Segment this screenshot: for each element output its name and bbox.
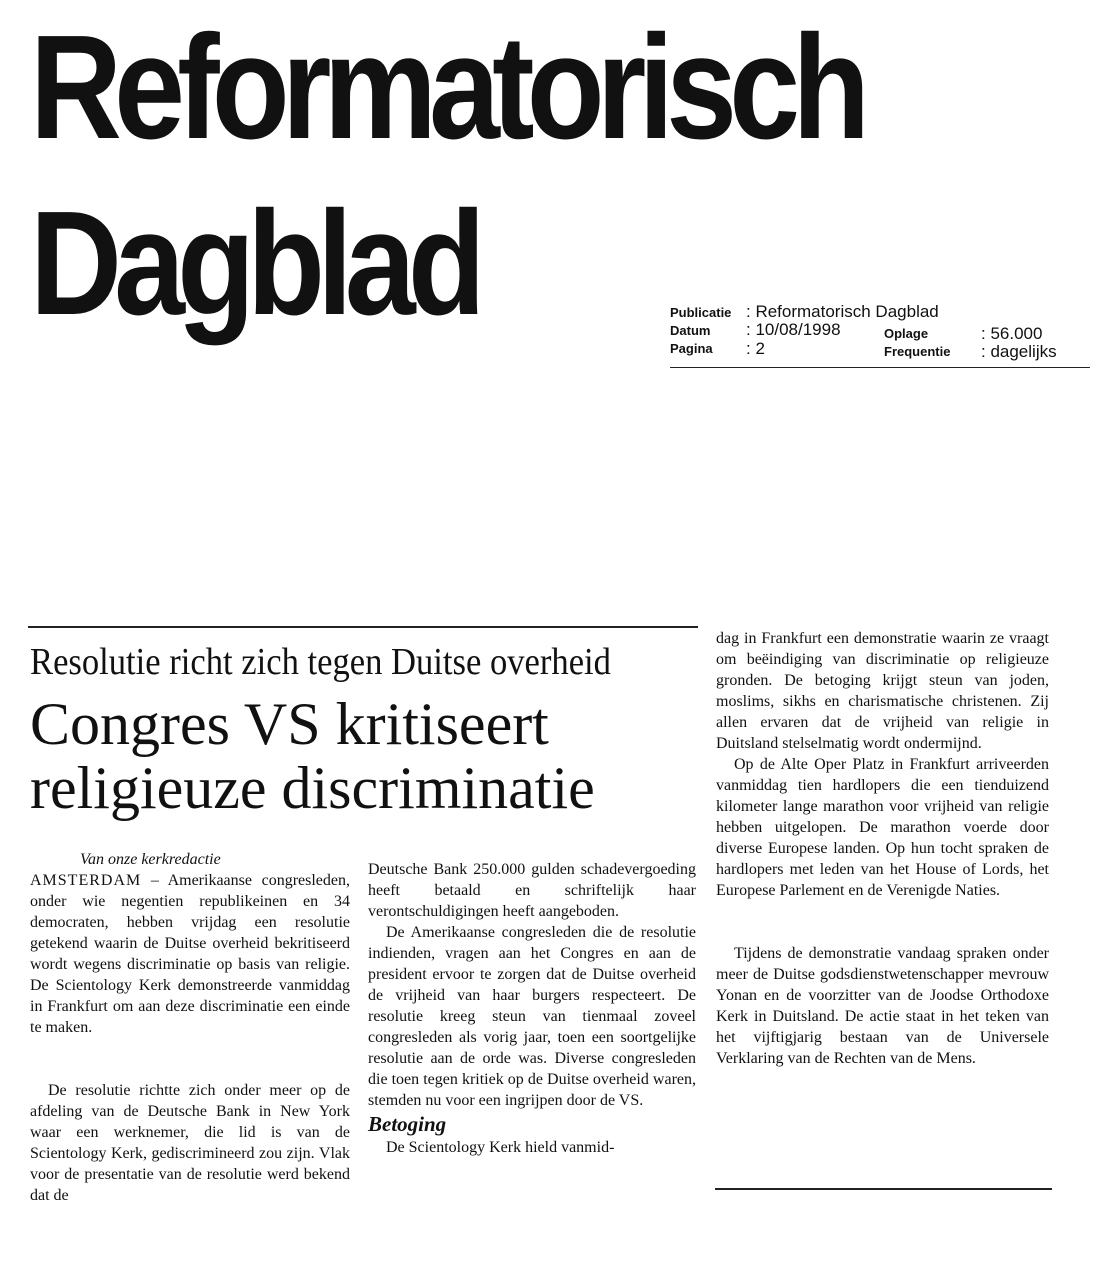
headline-line1: Congres VS kritiseert [30, 691, 549, 757]
lead-text: – Amerikaanse congresleden, onder wie negentien republikeinen en 34 democraten, hebben vrijdag een resolutie getekend waarin de Duitse overheid bekritiseerd wordt wegens discriminatie op basis van religie. De Scientology Kerk demonstreerde vanmiddag in Frankfurt om aan deze discriminatie een einde te maken. [30, 872, 350, 1036]
paragraph-2-continued: Deutsche Bank 250.000 gulden schadevergoeding heeft betaald en schriftelijk haar verontschuldigingen heeft aangeboden. [368, 861, 696, 920]
article-top-rule [28, 626, 698, 628]
datum-label: Datum [670, 323, 711, 338]
publicatie-label: Publicatie [670, 305, 732, 320]
oplage-value: : 56.000 [981, 324, 1043, 343]
metadata-divider [670, 367, 1090, 368]
publicatie-value: : Reformatorisch Dagblad [746, 302, 939, 321]
pagina-value: : 2 [746, 339, 765, 358]
article-bottom-rule [715, 1188, 1052, 1190]
headline-line2: religieuze discriminatie [30, 755, 595, 821]
frequentie-label: Frequentie [884, 344, 951, 359]
paragraph-4-continued: dag in Frankfurt een demonstratie waarin ze vraagt om beëindiging van discriminatie op religieuze gronden. De betoging krijgt steun van joden, moslims, sikhs en charismatische christenen. Zij allen ervaren dat de vrijheid van religie in Duitsland stelselmatig wordt ondermijnd. [716, 630, 1049, 752]
lead-paragraph [30, 870, 350, 1038]
frequentie-value: : dagelijks [981, 342, 1057, 361]
paragraph-4: De Scientology Kerk hield vanmid- [386, 1139, 615, 1156]
article-column-2 [368, 859, 696, 1158]
paragraph-6: Tijdens de demonstratie vandaag spraken onder meer de Duitse godsdienstwetenschapper mevrouw Yonan en de voorzitter van de Joodse Orthodoxe Kerk in Duitsland. De actie staat in het teken van het vijftigjarig bestaan van de Universele Verklaring van de Rechten van de Mens. [716, 945, 1049, 1067]
paragraph-2: De resolutie richtte zich onder meer op de afdeling van de Deutsche Bank in New York waar een werknemer, die lid is van de Scientology Kerk, gediscrimineerd zou zijn. Vlak voor de presentatie van de resolutie werd bekend dat de [30, 1082, 350, 1204]
paragraph-5: Op de Alte Oper Platz in Frankfurt arriveerden vanmiddag tien hardlopers die een tienduizend kilometer lange marathon voor vrijheid van religie hebben uitgelopen. De marathon voerde door diverse Europese landen. Op hun tocht spraken de hardlopers met leden van het House of Lords, het Europese Parlement en de Verenigde Naties. [716, 756, 1049, 899]
subhead-betoging: Betoging [368, 1112, 447, 1136]
pagina-label: Pagina [670, 341, 713, 356]
article-headline [30, 692, 595, 820]
article-column-3 [716, 628, 1049, 1069]
article-kicker: Resolutie richt zich tegen Duitse overheid [30, 641, 611, 683]
dateline: AMSTERDAM [30, 872, 142, 889]
oplage-label: Oplage [884, 326, 929, 341]
datum-value: : 10/08/1998 [746, 320, 841, 339]
masthead-title-line1: Reformatorisch [30, 5, 863, 170]
article-column-1 [30, 849, 350, 1206]
paragraph-3: De Amerikaanse congresleden die de resolutie indienden, vragen aan het Congres en aan de president ervoor te zorgen dat de Duitse overheid de vrijheid van haar burgers respecteert. De resolutie kreeg steun van tienmaal zoveel congresleden als vorig jaar, toen een soortgelijke resolutie aan de orde was. Diverse congresleden die toen tegen kritiek op de Duitse overheid waren, stemden nu voor een ingrijpen door de VS. [368, 924, 696, 1109]
masthead-title-line2: Dagblad [30, 181, 478, 346]
byline: Van onze kerkredactie [80, 851, 221, 868]
